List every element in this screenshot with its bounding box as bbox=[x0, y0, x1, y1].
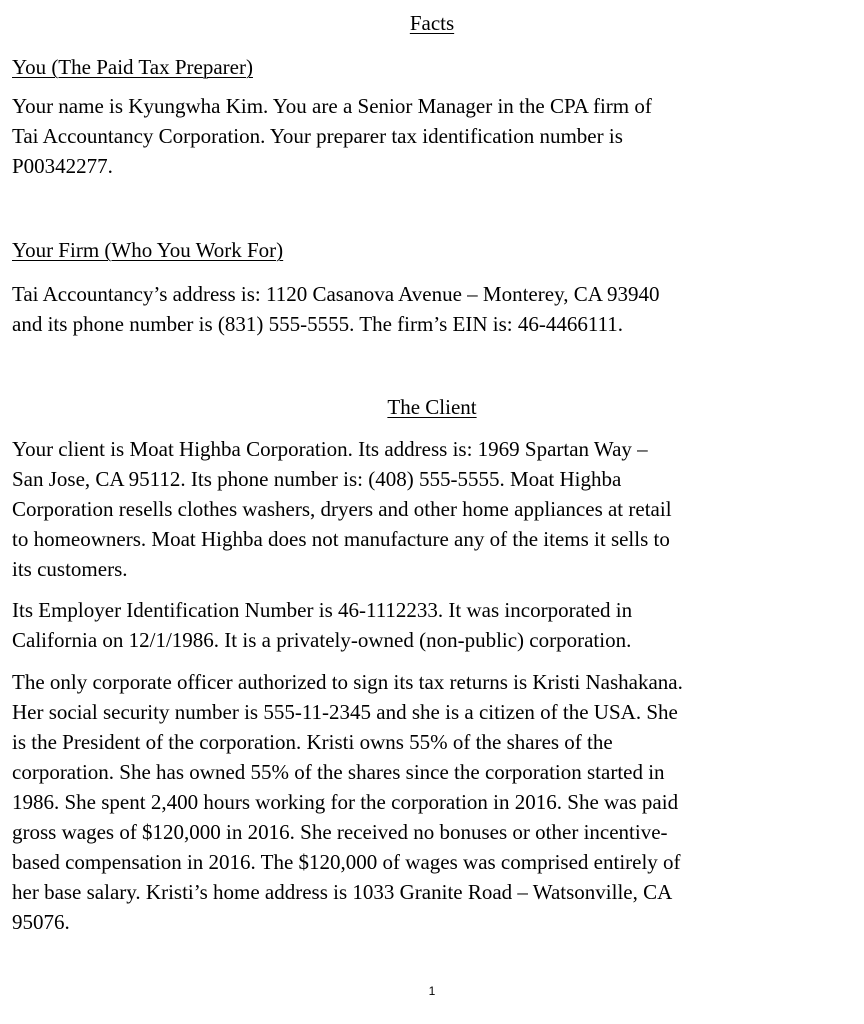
client-p3-line-8: her base salary. Kristi’s home address is 1033 Granite Road – Watsonville, CA bbox=[12, 880, 673, 904]
client-p3-line-9: 95076. bbox=[12, 910, 70, 934]
firm-line-1: Tai Accountancy’s address is: 1120 Casanova Avenue – Monterey, CA 93940 bbox=[12, 282, 660, 306]
client-p2-line-1: Its Employer Identification Number is 46-1112233. It was incorporated in bbox=[12, 598, 633, 622]
client-heading: The Client bbox=[387, 395, 477, 419]
client-p1-line-2: San Jose, CA 95112. Its phone number is: (408) 555-5555. Moat Highba bbox=[12, 467, 622, 491]
client-p3-line-7: based compensation in 2016. The $120,000 of wages was comprised entirely of bbox=[12, 850, 681, 874]
preparer-line-1: Your name is Kyungwha Kim. You are a Senior Manager in the CPA firm of bbox=[12, 94, 652, 118]
firm-line-2: and its phone number is (831) 555-5555. The firm’s EIN is: 46-4466111. bbox=[12, 312, 624, 336]
preparer-line-2: Tai Accountancy Corporation. Your preparer tax identification number is bbox=[12, 124, 623, 148]
client-p3-line-4: corporation. She has owned 55% of the shares since the corporation started in bbox=[12, 760, 665, 784]
client-p3-line-1: The only corporate officer authorized to sign its tax returns is Kristi Nashakana. bbox=[12, 670, 683, 694]
client-p1-line-5: its customers. bbox=[12, 557, 128, 581]
preparer-line-3: P00342277. bbox=[12, 154, 113, 178]
page-number: 1 bbox=[428, 984, 436, 998]
document-title: Facts bbox=[409, 11, 455, 35]
client-p2-line-2: California on 12/1/1986. It is a privately-owned (non-public) corporation. bbox=[12, 628, 632, 652]
client-p1-line-1: Your client is Moat Highba Corporation. Its address is: 1969 Spartan Way – bbox=[12, 437, 648, 461]
client-p1-line-4: to homeowners. Moat Highba does not manufacture any of the items it sells to bbox=[12, 527, 670, 551]
client-p3-line-5: 1986. She spent 2,400 hours working for the corporation in 2016. She was paid bbox=[12, 790, 679, 814]
firm-heading: Your Firm (Who You Work For) bbox=[12, 238, 284, 262]
client-p1-line-3: Corporation resells clothes washers, dryers and other home appliances at retail bbox=[12, 497, 672, 521]
preparer-heading: You (The Paid Tax Preparer) bbox=[12, 55, 253, 79]
client-p3-line-2: Her social security number is 555-11-2345 and she is a citizen of the USA. She bbox=[12, 700, 678, 724]
client-p3-line-3: is the President of the corporation. Kristi owns 55% of the shares of the bbox=[12, 730, 613, 754]
client-p3-line-6: gross wages of $120,000 in 2016. She received no bonuses or other incentive- bbox=[12, 820, 668, 844]
